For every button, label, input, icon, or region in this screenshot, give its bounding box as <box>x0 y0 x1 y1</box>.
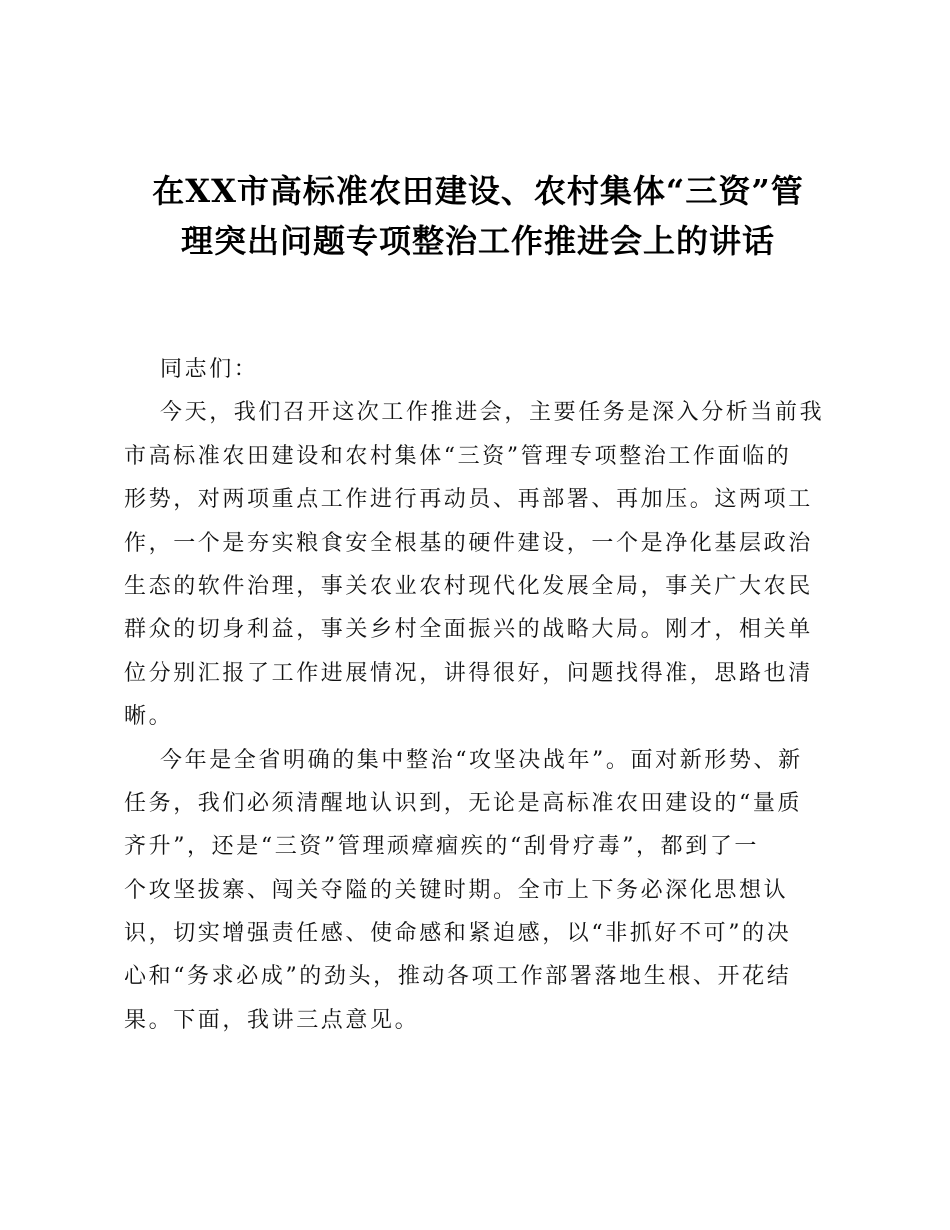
paragraph-line: 心和“务求必成”的劲头，推动各项工作部署落地生根、开花结 <box>124 964 792 990</box>
paragraph-line: 识，切实增强责任感、使命感和紧迫感，以“非抓好不可”的决 <box>124 921 792 947</box>
paragraph-line: 群众的切身利益，事关乡村全面振兴的战略大局。刚才，相关单 <box>124 617 813 643</box>
paragraph-line: 个攻坚拔寨、闯关夺隘的关键时期。全市上下务必深化思想认 <box>124 877 789 903</box>
paragraph-line: 今天，我们召开这次工作推进会，主要任务是深入分析当前我 <box>160 400 825 426</box>
paragraph-line: 生态的软件治理，事关农业农村现代化发展全局，事关广大农民 <box>124 573 813 599</box>
paragraph-1 <box>124 391 830 738</box>
paragraph-line: 作，一个是夯实粮食安全根基的硬件建设，一个是净化基层政治 <box>124 530 813 556</box>
paragraph-line: 任务，我们必须清醒地认识到，无论是高标准农田建设的“量质 <box>124 790 803 816</box>
paragraph-line: 齐升”，还是“三资”管理顽瘴痼疾的“刮骨疗毒”，都到了一 <box>124 834 760 860</box>
paragraph-line: 市高标准农田建设和农村集体“三资”管理专项整治工作面临的 <box>124 443 792 469</box>
document-body <box>124 348 830 1042</box>
document-title <box>120 166 836 266</box>
paragraph-line: 位分别汇报了工作进展情况，讲得很好，问题找得准，思路也清 <box>124 660 813 686</box>
title-line-1: 在XX市高标准农田建设、农村集体“三资”管 <box>152 172 804 210</box>
salutation: 同志们： <box>160 357 259 382</box>
paragraph-line: 果。下面，我讲三点意见。 <box>124 1007 420 1033</box>
paragraph-line: 晰。 <box>124 704 174 730</box>
paragraph-line: 今年是全省明确的集中整治“攻坚决战年”。面对新形势、新 <box>160 747 803 773</box>
paragraph-line: 形势，对两项重点工作进行再动员、再部署、再加压。这两项工 <box>124 487 813 513</box>
paragraph-2 <box>124 739 830 1043</box>
title-line-2: 理突出问题专项整治工作推进会上的讲话 <box>180 222 775 260</box>
